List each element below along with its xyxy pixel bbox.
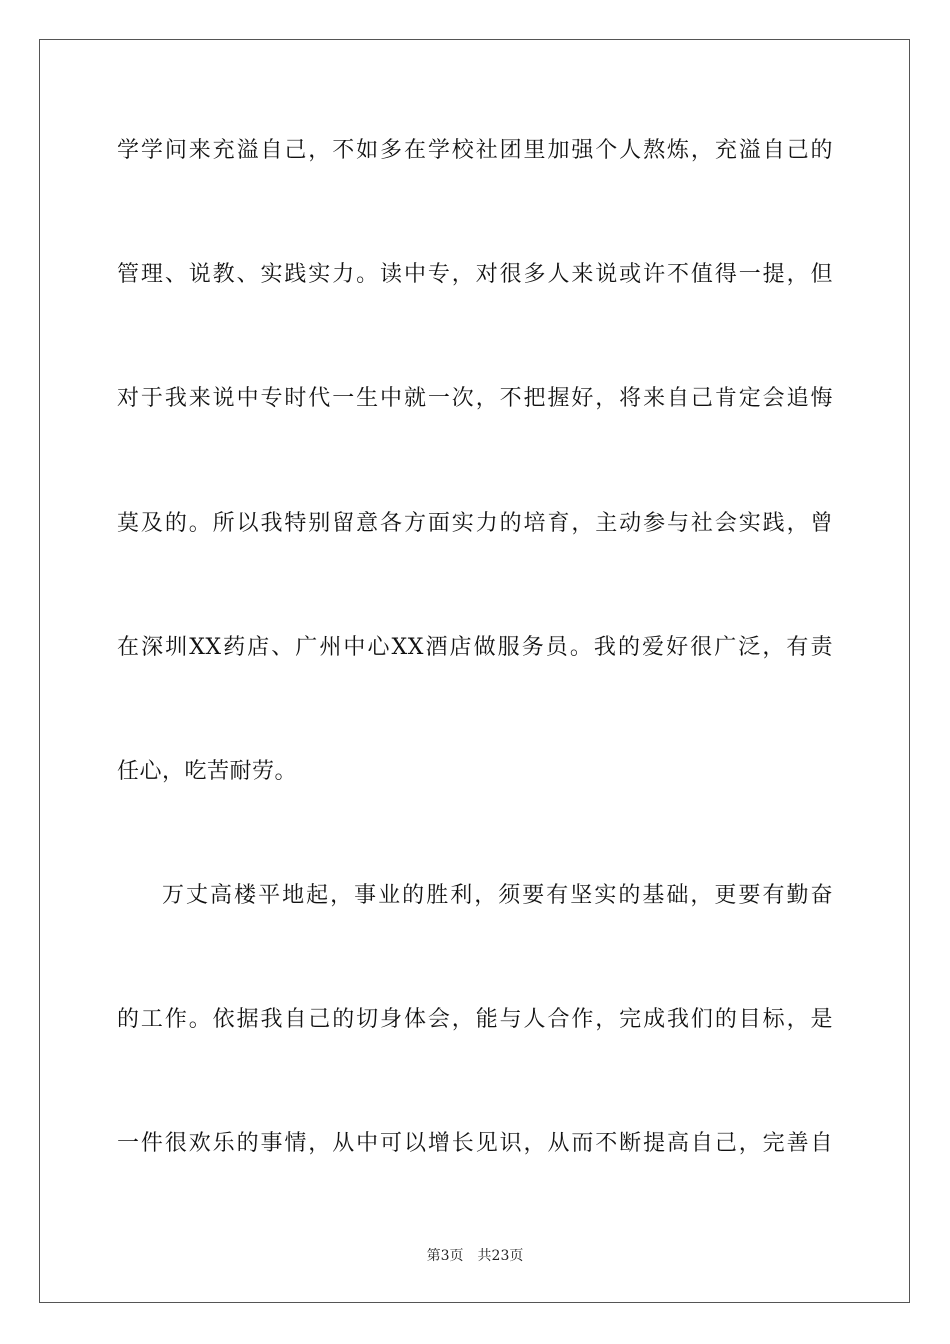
body-line-7-paragraph-start: 万丈高楼平地起，事业的胜利，须要有坚实的基础，更要有勤奋: [162, 883, 833, 908]
body-line-4: 莫及的。所以我特别留意各方面实力的培育，主动参与社会实践，曾: [117, 511, 833, 536]
page-frame: [39, 39, 910, 1303]
body-line-8: 的工作。依据我自己的切身体会，能与人合作，完成我们的目标，是: [117, 1007, 833, 1032]
page-number: 第3页: [426, 1248, 464, 1264]
body-line-6: 任心，吃苦耐劳。: [117, 759, 298, 784]
page-footer: [0, 1246, 950, 1266]
body-line-3: 对于我来说中专时代一生中就一次，不把握好，将来自己肯定会追悔: [117, 386, 833, 411]
body-line-9: 一件很欢乐的事情，从中可以增长见识，从而不断提高自己，完善自: [117, 1131, 833, 1156]
body-line-2: 管理、说教、实践实力。读中专，对很多人来说或许不值得一提，但: [117, 262, 833, 287]
body-line-1: 学学问来充溢自己，不如多在学校社团里加强个人熬炼，充溢自己的: [117, 138, 833, 163]
body-line-5: 在深圳XX药店、广州中心XX酒店做服务员。我的爱好很广泛，有责: [117, 635, 833, 660]
page-total: 共23页: [477, 1248, 524, 1264]
